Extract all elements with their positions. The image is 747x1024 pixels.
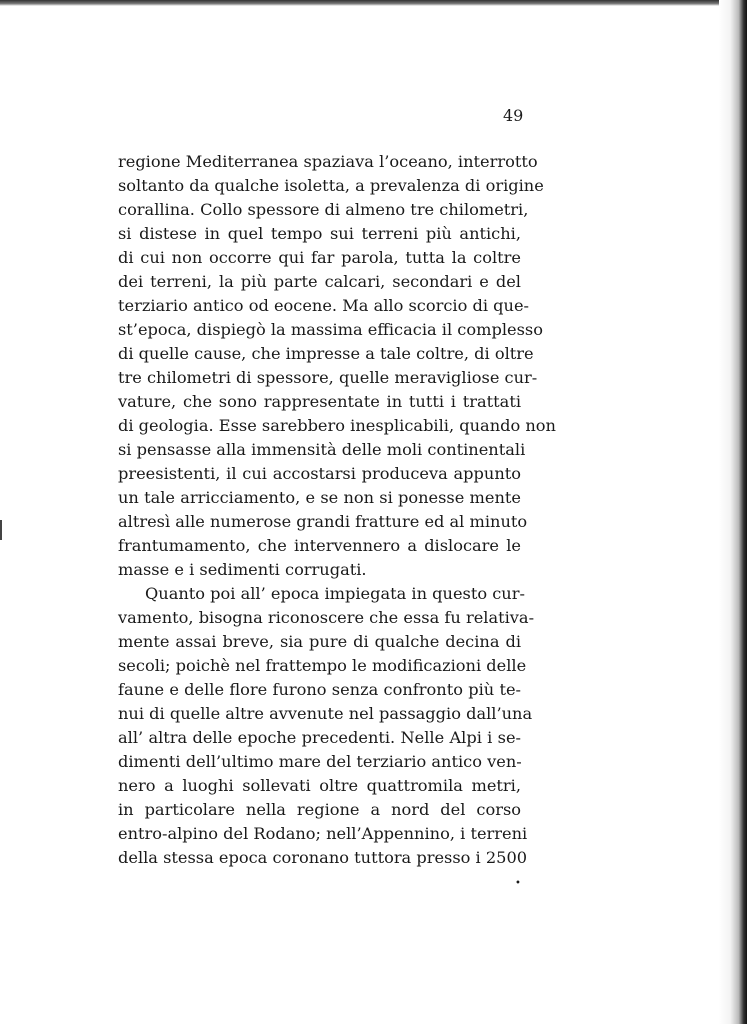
text-line: nui di quelle altre avvenute nel passaggio dall’una	[118, 704, 533, 723]
text-line: faune e delle flore furono senza confronto più te-	[118, 680, 521, 699]
scan-left-mark	[0, 520, 2, 540]
text-line: frantumamento, che intervennero a dislocare le	[118, 536, 521, 555]
scan-right-edge	[719, 0, 747, 1024]
text-line: vamento, bisogna riconoscere che essa fu relativa-	[118, 608, 535, 627]
text-line: secoli; poichè nel frattempo le modificazioni delle	[118, 656, 527, 675]
text-line: corallina. Collo spessore di almeno tre chilometri,	[118, 200, 529, 219]
text-line: tre chilometri di spessore, quelle meravigliose cur-	[118, 368, 538, 387]
text-line: nero a luoghi sollevati oltre quattromila metri,	[118, 776, 521, 795]
text-line: dimenti dell’ultimo mare del terziario antico ven-	[118, 752, 522, 771]
scan-top-edge	[0, 0, 747, 6]
text-line: di geologia. Esse sarebbero inesplicabili, quando non	[118, 416, 556, 435]
text-line: Quanto poi all’ epoca impiegata in questo cur-	[145, 584, 525, 603]
text-line: terziario antico od eocene. Ma allo scorcio di que-	[118, 296, 530, 315]
text-line: regione Mediterranea spaziava l’oceano, interrotto	[118, 152, 538, 171]
text-line: della stessa epoca coronano tuttora presso i 2500	[118, 848, 528, 867]
text-line: soltanto da qualche isoletta, a prevalenza di origine	[118, 176, 544, 195]
text-line: di quelle cause, che impresse a tale coltre, di oltre	[118, 344, 534, 363]
text-line: st’epoca, dispiegò la massima efficacia il complesso	[118, 320, 543, 339]
text-line: altresì alle numerose grandi fratture ed al minuto	[118, 512, 528, 531]
page-number: 49	[503, 106, 524, 125]
text-line: di cui non occorre qui far parola, tutta la coltre	[118, 248, 521, 267]
footer-mark: •	[515, 878, 521, 889]
text-line: masse e i sedimenti corrugati.	[118, 560, 367, 579]
text-line: un tale arricciamento, e se non si ponesse mente	[118, 488, 521, 507]
text-line: all’ altra delle epoche precedenti. Nelle Alpi i se-	[118, 728, 521, 747]
text-line: mente assai breve, sia pure di qualche decina di	[118, 632, 521, 651]
text-line: vature, che sono rappresentate in tutti i trattati	[118, 392, 521, 411]
text-line: preesistenti, il cui accostarsi produceva appunto	[118, 464, 521, 483]
text-line: dei terreni, la più parte calcari, secondari e del	[118, 272, 521, 291]
body-text	[118, 150, 556, 870]
text-line: in particolare nella regione a nord del corso	[118, 800, 521, 819]
text-line: si pensasse alla immensità delle moli continentali	[118, 440, 526, 459]
text-line: entro-alpino del Rodano; nell’Appennino, i terreni	[118, 824, 528, 843]
text-line: si distese in quel tempo sui terreni più antichi,	[118, 224, 521, 243]
